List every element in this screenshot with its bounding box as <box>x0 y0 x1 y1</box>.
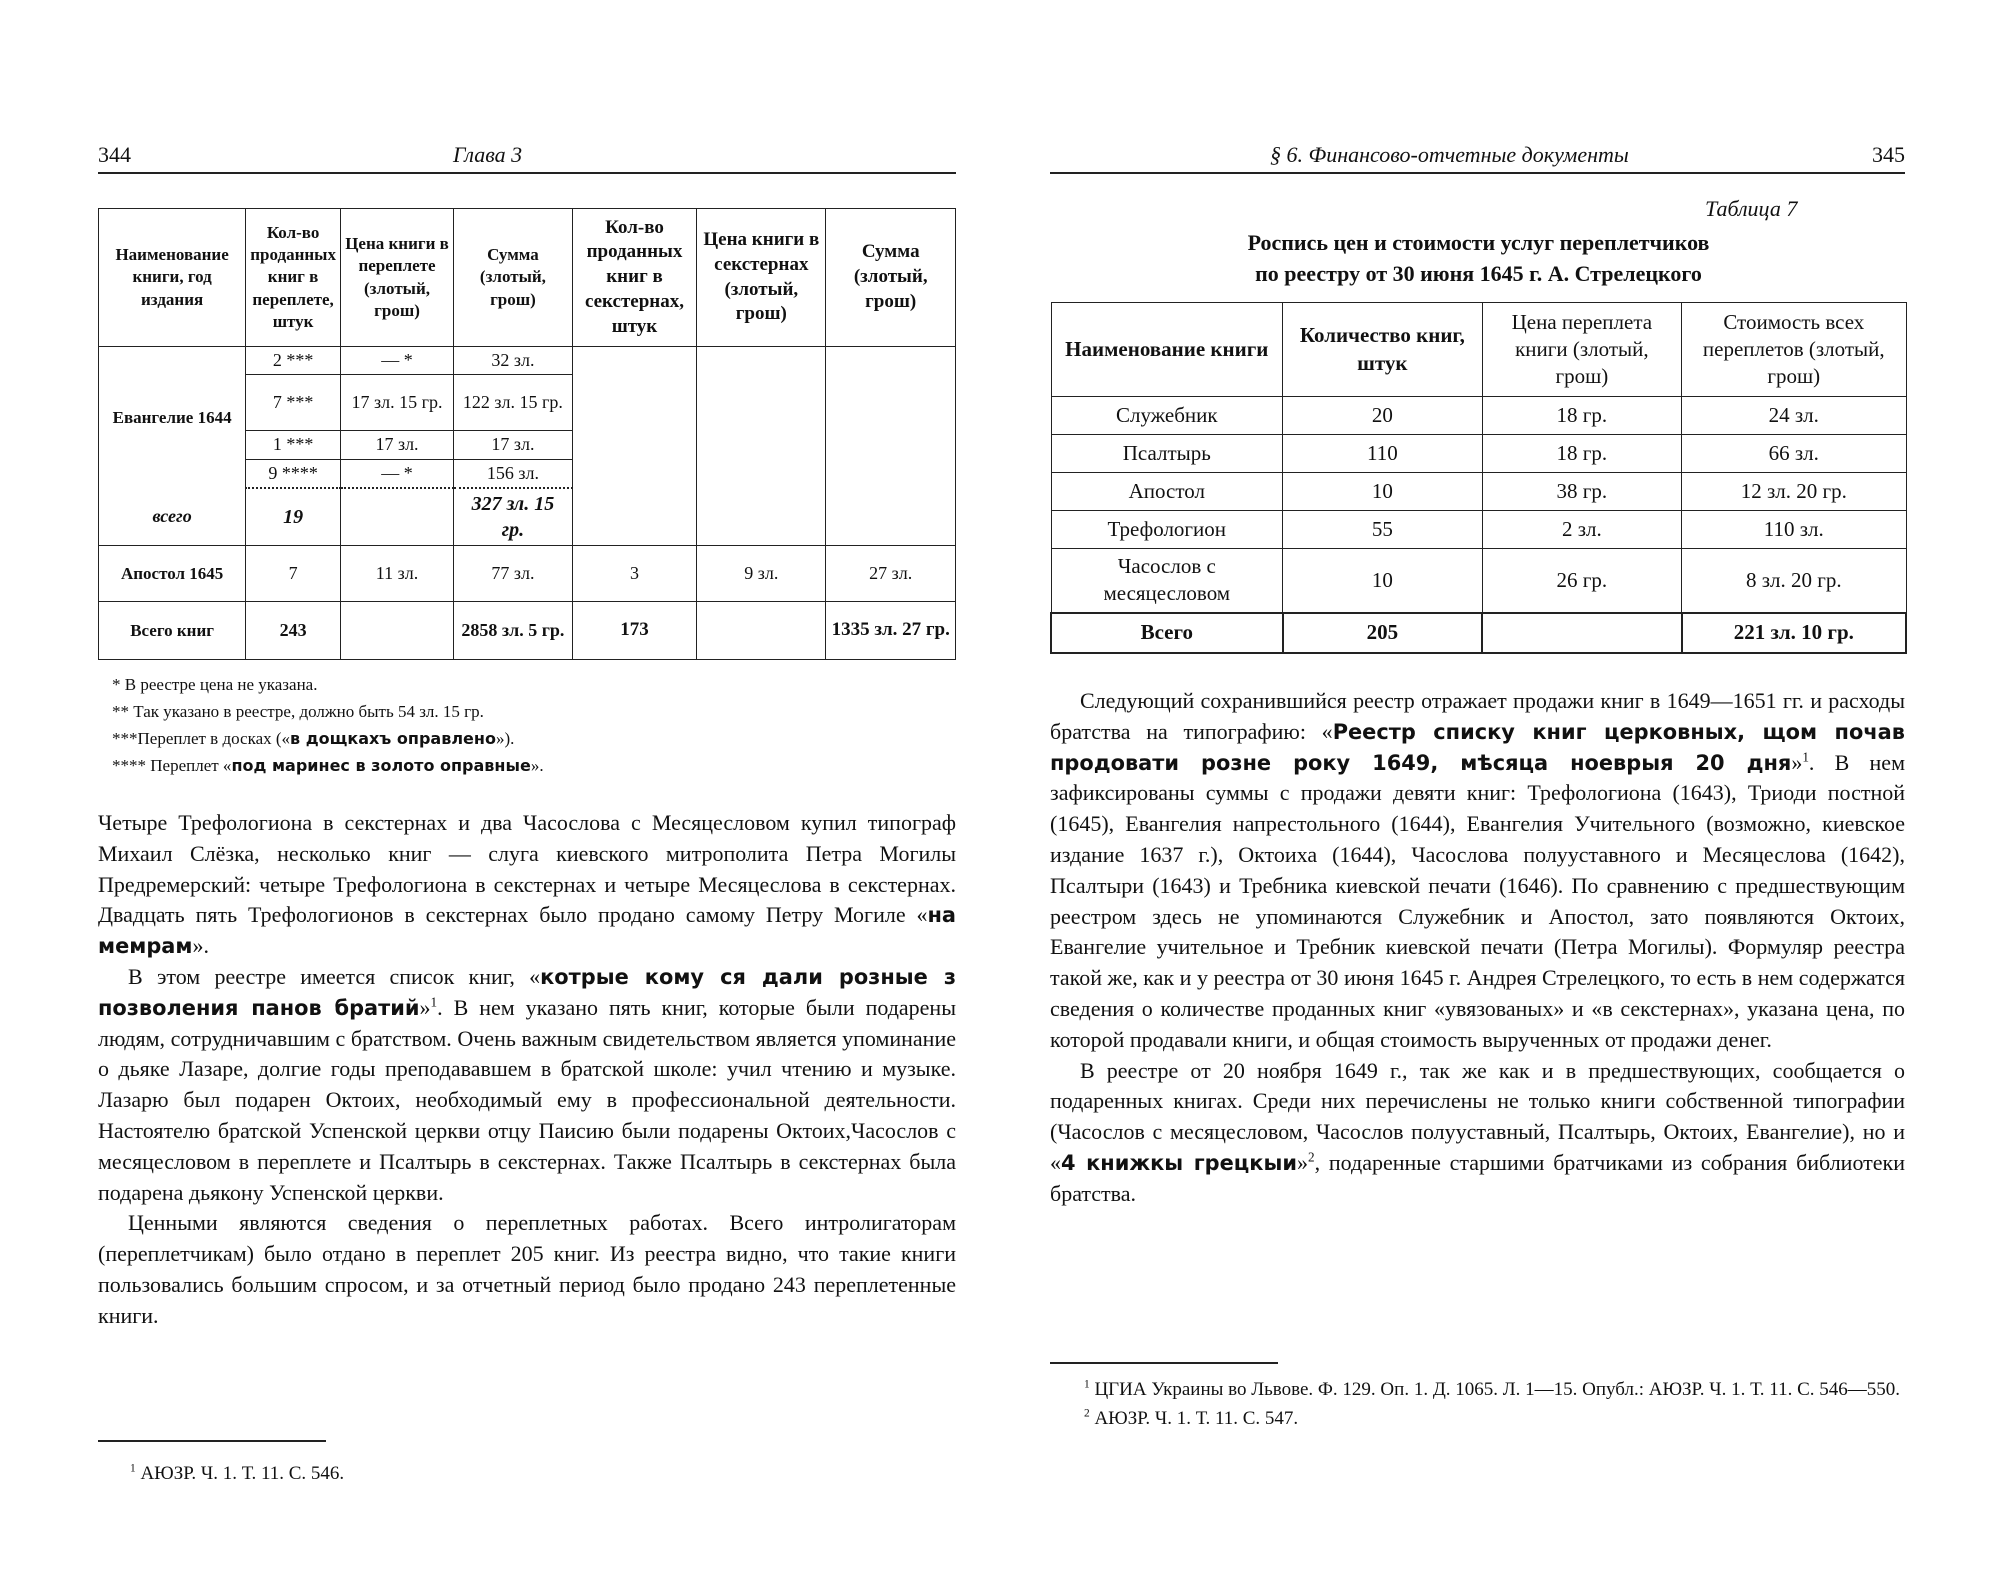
table-cell: 17 зл. <box>454 431 573 459</box>
table-cell: Псалтырь <box>1051 435 1283 473</box>
table-header: Стоимость всех переплетов (злотый, грош) <box>1682 303 1906 397</box>
total-label: Всего книг <box>99 602 246 660</box>
table-cell: 110 <box>1283 435 1483 473</box>
table-cell: 17 зл. <box>340 431 453 459</box>
table-cell: 122 зл. 15 гр. <box>454 375 573 431</box>
footnote: $^2$ АЮЗР. Ч. 1. Т. 11. С. 547. <box>1084 1407 1299 1429</box>
table-header: Наименование книги <box>1051 303 1283 397</box>
table-header: Наименование книги, год издания <box>99 209 246 347</box>
total-price <box>1482 613 1681 653</box>
paragraph: Ценными являются сведения о переплетных работах. Всего интролигаторам (переплетчикам) было отдано в переплет 205 книг. Из реестра видно, что такие книги пользовались большим спросом, и за отчетный период было продано 243 переплетенные книги. <box>98 1210 956 1328</box>
sales-table <box>98 208 956 660</box>
footnote-rule <box>1050 1362 1278 1364</box>
table-cell: 156 зл. <box>454 459 573 488</box>
running-head: Глава 3 <box>453 142 523 167</box>
right-page <box>1000 0 2000 1588</box>
table-header: Цена книги в переплете (злотый, грош) <box>340 209 453 347</box>
table-cell: 77 зл. <box>454 546 573 602</box>
table-cell: 1 *** <box>246 431 341 459</box>
table-cell: 9 зл. <box>697 546 826 602</box>
table-cell: 17 зл. 15 гр. <box>340 375 453 431</box>
footnote-rule <box>98 1440 326 1442</box>
subtotal-sum: 327 зл. 15 гр. <box>454 488 573 546</box>
note: * В реестре цена не указана. <box>112 675 318 694</box>
table-notes <box>112 672 952 779</box>
table-cell: 18 гр. <box>1482 397 1681 435</box>
paragraph: В этом реестре имеется список книг, «котрые кому ся дали розные з позволения панов братий»$^1$. В нем указано пять книг, которые были подарены людям, сотрудничавшим с братством. Очень важным свидетельством является упоминание о дьяке Лазаре, долгие годы преподававшем в братской школе: учил чтению и музыке. Лазарю был подарен Октоих, необходимый ему в профессиональной деятельности. Настоятелю братской Успенской церкви отцу Паисию были подарены Октоих,Часослов с месяцесловом в переплете и Псалтырь в секстернах. Также Псалтырь в секстернах была подарена дьякону Успенской церкви. <box>98 963 956 1205</box>
page-number: 344 <box>98 142 131 167</box>
table-cell: 32 зл. <box>454 347 573 375</box>
subtotal-label: всего <box>99 488 246 546</box>
note: ** Так указано в реестре, должно быть 54 зл. 15 гр. <box>112 701 484 721</box>
paragraph: В реестре от 20 ноября 1649 г., так же как и в предшествующих, сообщается о подаренных книгах. Среди них перечислены не только книги собственной типографии (Часослов с месяцесловом, Часослов полууставный, Псалтырь, Октоих, Евангелие), но и «4 книжкы грецкыи»$^2$, подаренные старшими братчиками из собрания библиотеки братства. <box>1050 1057 1906 1206</box>
running-head: § 6. Финансово-отчетные документы <box>1270 142 1629 167</box>
page-number: 345 <box>1872 142 1905 167</box>
table-cell: 10 <box>1283 549 1483 613</box>
right-page-header <box>1050 138 1905 174</box>
table-cell: 55 <box>1283 511 1483 549</box>
table-cell: Служебник <box>1051 397 1283 435</box>
total-cost: 221 зл. 10 гр. <box>1682 613 1906 653</box>
table-cell: 24 зл. <box>1682 397 1906 435</box>
left-body-text <box>98 808 956 1332</box>
table-header: Цена переплета книги (злотый, грош) <box>1482 303 1681 397</box>
book-name: Апостол 1645 <box>99 546 246 602</box>
book-name: Евангелие 1644 <box>99 347 246 489</box>
total-sum: 2858 зл. 5 гр. <box>454 602 573 660</box>
note: **** Переплет «под маринес в золото оправные». <box>112 755 544 775</box>
table-caption: Роспись цен и стоимости услуг переплетчиков по реестру от 30 июня 1645 г. А. Стрелецкого <box>1247 230 1710 286</box>
total-s-sum: 1335 зл. 27 гр. <box>826 602 956 660</box>
table-cell: Апостол <box>1051 473 1283 511</box>
table-cell: 12 зл. 20 гр. <box>1682 473 1906 511</box>
table-header: Количество книг, штук <box>1283 303 1483 397</box>
table-header: Кол-во проданных книг в переплете, штук <box>246 209 341 347</box>
table-cell: 10 <box>1283 473 1483 511</box>
table-cell: 20 <box>1283 397 1483 435</box>
table-cell: Часослов с месяцесловом <box>1051 549 1283 613</box>
binding-table <box>1050 302 1907 654</box>
table-cell: 7 *** <box>246 375 341 431</box>
table-cell: Трефологион <box>1051 511 1283 549</box>
table-cell: 38 гр. <box>1482 473 1681 511</box>
total-s-qty: 173 <box>572 602 696 660</box>
table-cell: 3 <box>572 546 696 602</box>
left-page-header <box>98 138 956 174</box>
table-cell: 110 зл. <box>1682 511 1906 549</box>
table-header: Кол-во проданных книг в секстернах, штук <box>572 209 696 347</box>
table-cell: 26 гр. <box>1482 549 1681 613</box>
table-cell: 2 зл. <box>1482 511 1681 549</box>
footnotes <box>1050 1376 1905 1433</box>
table-cell: — * <box>340 347 453 375</box>
note: ***Переплет в досках («в дощкахъ оправлено»). <box>112 728 515 748</box>
total-label: Всего <box>1051 613 1283 653</box>
table-header: Цена книги в секстернах (злотый, грош) <box>697 209 826 347</box>
table-cell: 8 зл. 20 гр. <box>1682 549 1906 613</box>
table-cell: 7 <box>246 546 341 602</box>
footnote: $^1$ АЮЗР. Ч. 1. Т. 11. С. 546. <box>130 1462 345 1484</box>
table-cell: 27 зл. <box>826 546 956 602</box>
table-cell: 9 **** <box>246 459 341 488</box>
paragraph: Следующий сохранившийся реестр отражает продажи книг в 1649—1651 гг. и расходы братства на типографию: «Реестр списку книг церковных, щом почав продовати розне року 1649, мѣсяца ноеврыя 20 дня»$^1$. В нем зафиксированы суммы с продажи девяти книг: Трефологиона (1643), Триоди постной (1645), Евангелия напрестольного (1644), Евангелия Учительного (возможно, киевское издание 1637 г.), Октоиха (1644), Часослова полууставного и Месяцеслова (1642), Псалтыри (1643) и Требника киевской печати (1646). По сравнению с предшествующим реестром здесь не упоминаются Служебник и Апостол, зато появляются Октоих, Евангелие учительное и Требник киевской печати (Петра Могилы). Формуляр реестра такой же, как и у реестра от 30 июня 1645 г. Андрея Стрелецкого, то есть в нем содержатся сведения о количестве проданных книг «увязованых» и «в секстернах», указана цена, по которой продавали книги, и общая стоимость вырученных от продажи денег. <box>1050 688 1906 1052</box>
table-tag: Таблица 7 <box>1705 196 1798 221</box>
table-cell: 2 *** <box>246 347 341 375</box>
total-qty: 243 <box>246 602 341 660</box>
table-header: Сумма (злотый, грош) <box>454 209 573 347</box>
table-cell: 18 гр. <box>1482 435 1681 473</box>
right-body-text <box>1050 686 1905 1210</box>
table-cell: — * <box>340 459 453 488</box>
total-qty: 205 <box>1283 613 1483 653</box>
paragraph: Четыре Трефологиона в секстернах и два Часослова с Месяцесловом купил типограф Михаил Слёзка, несколько книг — слуга киевского митрополита Петра Могилы Предремерский: четыре Трефологиона в секстернах и четыре Месяцеслова в секстернах. Двадцать пять Трефологионов в секстернах было продано самому Петру Могиле «на мемрам». <box>98 810 956 959</box>
table-cell: 66 зл. <box>1682 435 1906 473</box>
footnote: $^1$ ЦГИА Украины во Львове. Ф. 129. Оп. 1. Д. 1065. Л. 1—15. Опубл.: АЮЗР. Ч. 1. Т. 11. С. 546—550. <box>1084 1378 1900 1400</box>
subtotal-qty: 19 <box>246 488 341 546</box>
table-header: Сумма (злотый, грош) <box>826 209 956 347</box>
table-cell: 11 зл. <box>340 546 453 602</box>
